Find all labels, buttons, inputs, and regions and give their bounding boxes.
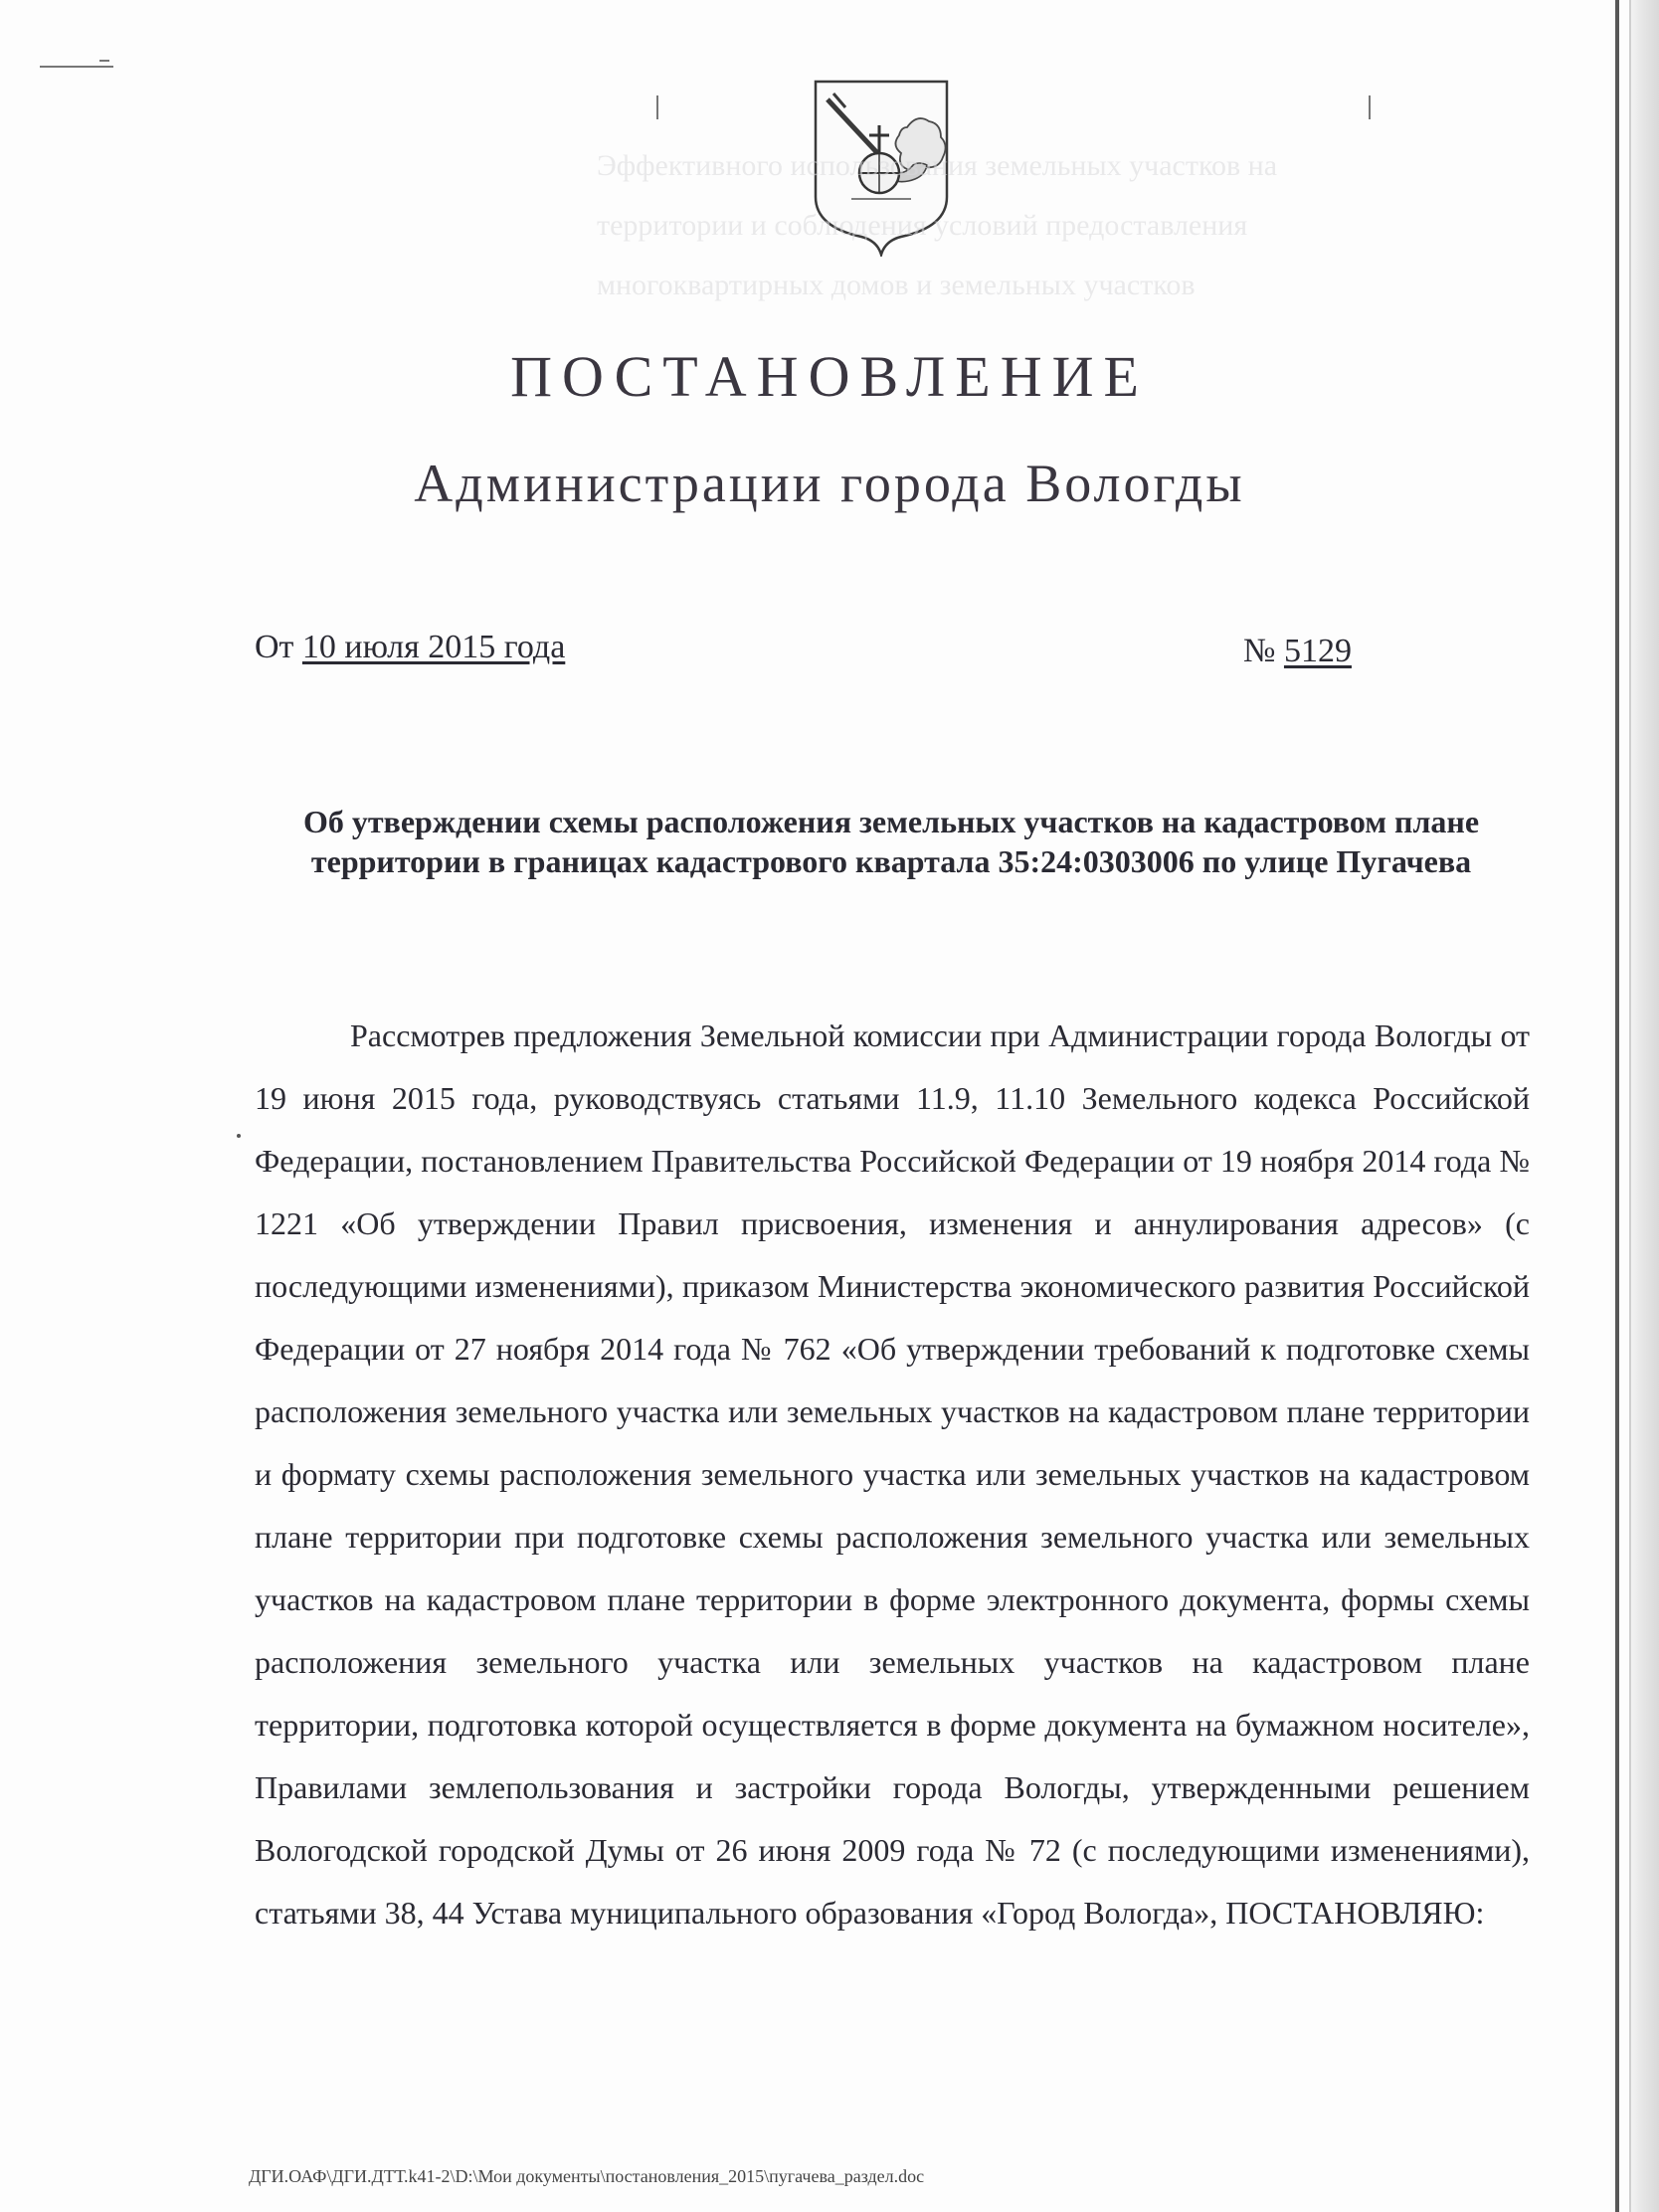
page-edge-shadow — [1615, 0, 1619, 2212]
number-value: 5129 — [1283, 633, 1352, 669]
scan-mark — [40, 66, 113, 68]
document-number — [1243, 633, 1352, 670]
bleed-through-text: многоквартирных домов и земельных участков — [597, 269, 1196, 301]
issuer-name: Администрации города Вологды — [414, 454, 1245, 513]
scan-mark — [1369, 95, 1371, 119]
document-body: Рассмотрев предложения Земельной комиссии при Администрации города Вологды от 19 июня 2015 года, руководствуясь статьями 11.9, 11.10 Земельного кодекса Российской Федерации, постановлением Правительства Российской Федерации от 19 ноября 2014 года № 1221 «Об утверждении Правил присвоения, изменения и аннулирования адресов» (с последующими изменениями), приказом Министерства экономического развития Российской Федерации от 27 ноября 2014 года № 762 «Об утверждении требований к подготовке схемы расположения земельного участка или земельных участков на кадастровом плане территории и формату схемы расположения земельного участка или земельных участков на кадастровом плане территории при подготовке схемы расположения земельного участка или земельных участков на кадастровом плане территории в форме электронного документа, формы схемы расположения земельного участка или земельных участков на кадастровом плане территории, подготовка которой осуществляется в форме документа на бумажном носителе», Правилами землепользования и застройки города Вологды, утвержденными решением Вологодской городской Думы от 26 июня 2009 года № 72 (с последующими изменениями), статьями 38, 44 Устава муниципального образования «Город Вологда», ПОСТАНОВЛЯЮ: — [255, 1017, 1530, 1931]
file-path-footer: ДГИ.ОАФ\ДГИ.ДТТ.k41-2\D:\Мои документы\постановления_2015\пугачева_раздел.doc — [249, 2166, 925, 2186]
bleed-through-text: Эффективного использования земельных участков на — [597, 149, 1278, 182]
page-edge — [1629, 0, 1659, 2212]
scan-speck — [237, 1134, 241, 1138]
scan-mark — [99, 60, 109, 62]
bleed-through-text: территории и соблюдения условий предоставления — [597, 209, 1248, 242]
number-prefix: № — [1243, 633, 1276, 669]
document-subject: Об утверждении схемы расположения земельных участков на кадастровом плане территории в границах кадастрового квартала 35:24:0303006 по улице Пугачева — [302, 804, 1480, 879]
page-title: ПОСТАНОВЛЕНИЕ — [510, 344, 1149, 409]
date-value: 10 июля 2015 года — [301, 629, 566, 665]
document-date — [255, 629, 565, 666]
date-prefix: От — [255, 629, 294, 665]
scan-mark — [656, 95, 658, 119]
